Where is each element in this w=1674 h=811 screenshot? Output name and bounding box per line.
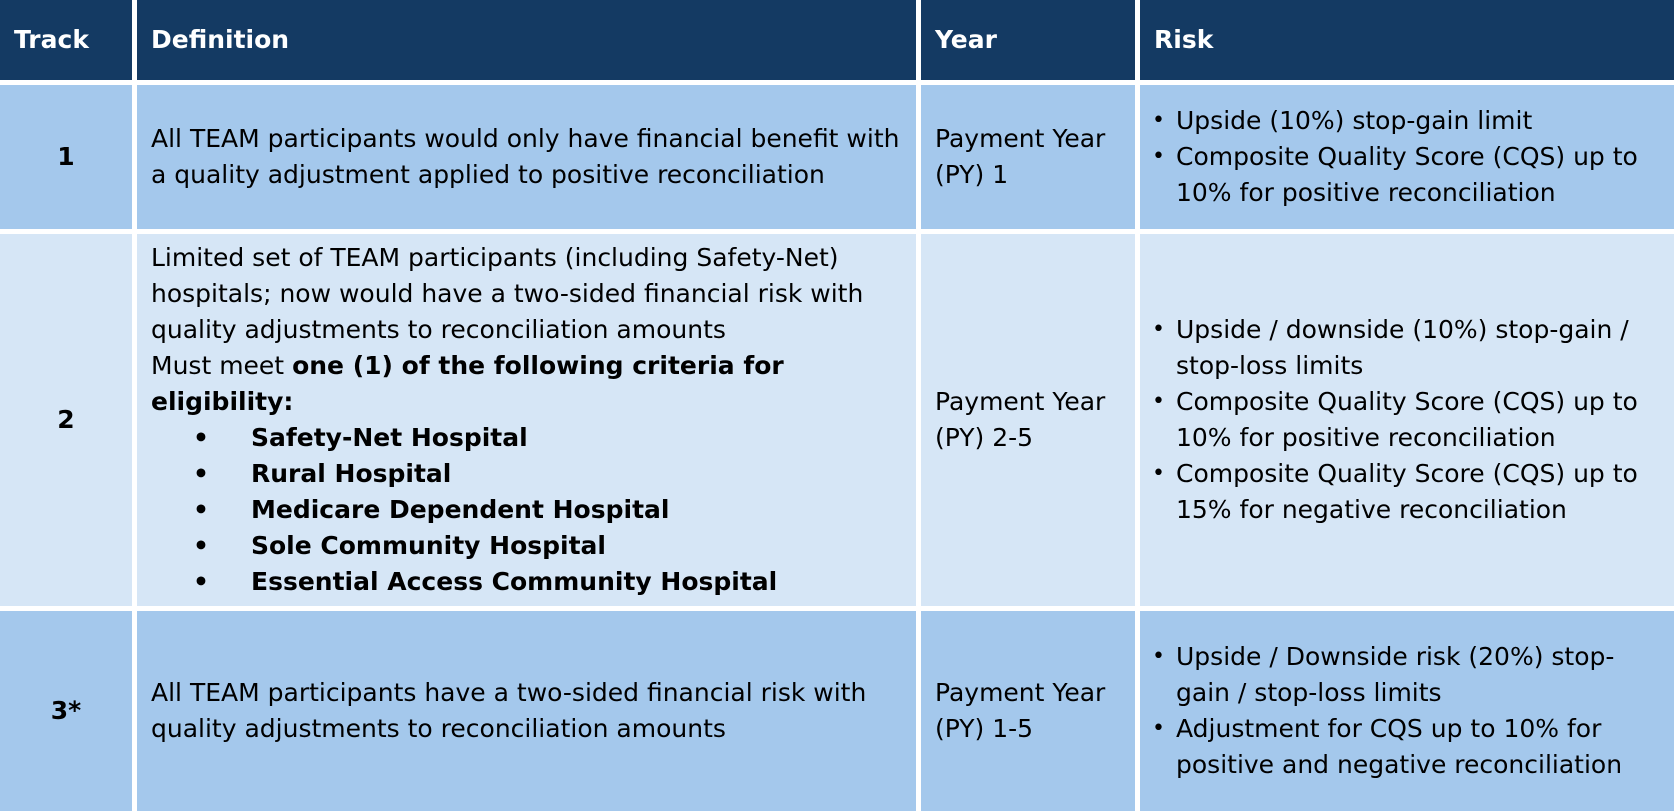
criteria-item bbox=[151, 492, 902, 528]
bullet-icon: • bbox=[193, 495, 209, 524]
criteria-text: Medicare Dependent Hospital bbox=[251, 495, 670, 524]
bullet-icon: • bbox=[1152, 317, 1165, 342]
header-risk: Risk bbox=[1140, 0, 1674, 80]
track-3-definition: All TEAM participants have a two-sided financial risk with quality adjustments to reconciliation amounts bbox=[137, 611, 916, 811]
risk-item bbox=[1152, 384, 1668, 456]
risk-list bbox=[1152, 312, 1668, 528]
risk-item bbox=[1152, 456, 1668, 528]
risk-item bbox=[1152, 312, 1668, 384]
track-1-risk bbox=[1140, 85, 1674, 229]
risk-list bbox=[1152, 103, 1668, 211]
criteria-item bbox=[151, 564, 902, 600]
track-3-year: Payment Year (PY) 1-5 bbox=[921, 611, 1135, 811]
criteria-list bbox=[151, 420, 902, 600]
criteria-text: Sole Community Hospital bbox=[251, 531, 606, 560]
track-2-definition bbox=[137, 234, 916, 606]
track-3-cell: 3* bbox=[0, 611, 132, 811]
bullet-icon: • bbox=[193, 531, 209, 560]
track-1-year: Payment Year (PY) 1 bbox=[921, 85, 1135, 229]
risk-text: Composite Quality Score (CQS) up to 15% for negative reconciliation bbox=[1176, 459, 1638, 524]
eligibility-prefix: Must meet bbox=[151, 351, 293, 380]
track-3-risk bbox=[1140, 611, 1674, 811]
risk-item bbox=[1152, 103, 1668, 139]
eligibility-bold: one (1) of the following criteria for eligibility: bbox=[151, 351, 784, 416]
bullet-icon: • bbox=[193, 423, 209, 452]
header-year: Year bbox=[921, 0, 1135, 80]
criteria-item bbox=[151, 528, 902, 564]
criteria-text: Essential Access Community Hospital bbox=[251, 567, 778, 596]
risk-item bbox=[1152, 639, 1668, 711]
risk-text: Upside (10%) stop-gain limit bbox=[1176, 106, 1533, 135]
bullet-icon: • bbox=[1152, 644, 1165, 669]
track-1-definition: All TEAM participants would only have financial benefit with a quality adjustment applied to positive reconciliation bbox=[137, 85, 916, 229]
criteria-text: Rural Hospital bbox=[251, 459, 452, 488]
bullet-icon: • bbox=[1152, 716, 1165, 741]
track-1-cell: 1 bbox=[0, 85, 132, 229]
bullet-icon: • bbox=[1152, 461, 1165, 486]
eligibility-line bbox=[151, 348, 902, 420]
criteria-item bbox=[151, 456, 902, 492]
track-2-risk bbox=[1140, 234, 1674, 606]
risk-text: Composite Quality Score (CQS) up to 10% for positive reconciliation bbox=[1176, 142, 1638, 207]
risk-text: Composite Quality Score (CQS) up to 10% for positive reconciliation bbox=[1176, 387, 1638, 452]
risk-text: Upside / Downside risk (20%) stop-gain / stop-loss limits bbox=[1176, 642, 1615, 707]
bullet-icon: • bbox=[193, 567, 209, 596]
bullet-icon: • bbox=[1152, 108, 1165, 133]
criteria-item bbox=[151, 420, 902, 456]
risk-item bbox=[1152, 139, 1668, 211]
bullet-icon: • bbox=[1152, 389, 1165, 414]
definition-text: Limited set of TEAM participants (including Safety-Net) hospitals; now would have a two-sided financial risk with quality adjustments to reconciliation amounts bbox=[151, 243, 864, 344]
criteria-text: Safety-Net Hospital bbox=[251, 423, 528, 452]
risk-list bbox=[1152, 639, 1668, 783]
risk-text: Upside / downside (10%) stop-gain / stop-loss limits bbox=[1176, 315, 1629, 380]
risk-text: Adjustment for CQS up to 10% for positive and negative reconciliation bbox=[1176, 714, 1623, 779]
header-track: Track bbox=[0, 0, 132, 80]
track-2-year: Payment Year (PY) 2-5 bbox=[921, 234, 1135, 606]
track-2-cell: 2 bbox=[0, 234, 132, 606]
header-definition: Definition bbox=[137, 0, 916, 80]
bullet-icon: • bbox=[1152, 144, 1165, 169]
risk-item bbox=[1152, 711, 1668, 783]
bullet-icon: • bbox=[193, 459, 209, 488]
